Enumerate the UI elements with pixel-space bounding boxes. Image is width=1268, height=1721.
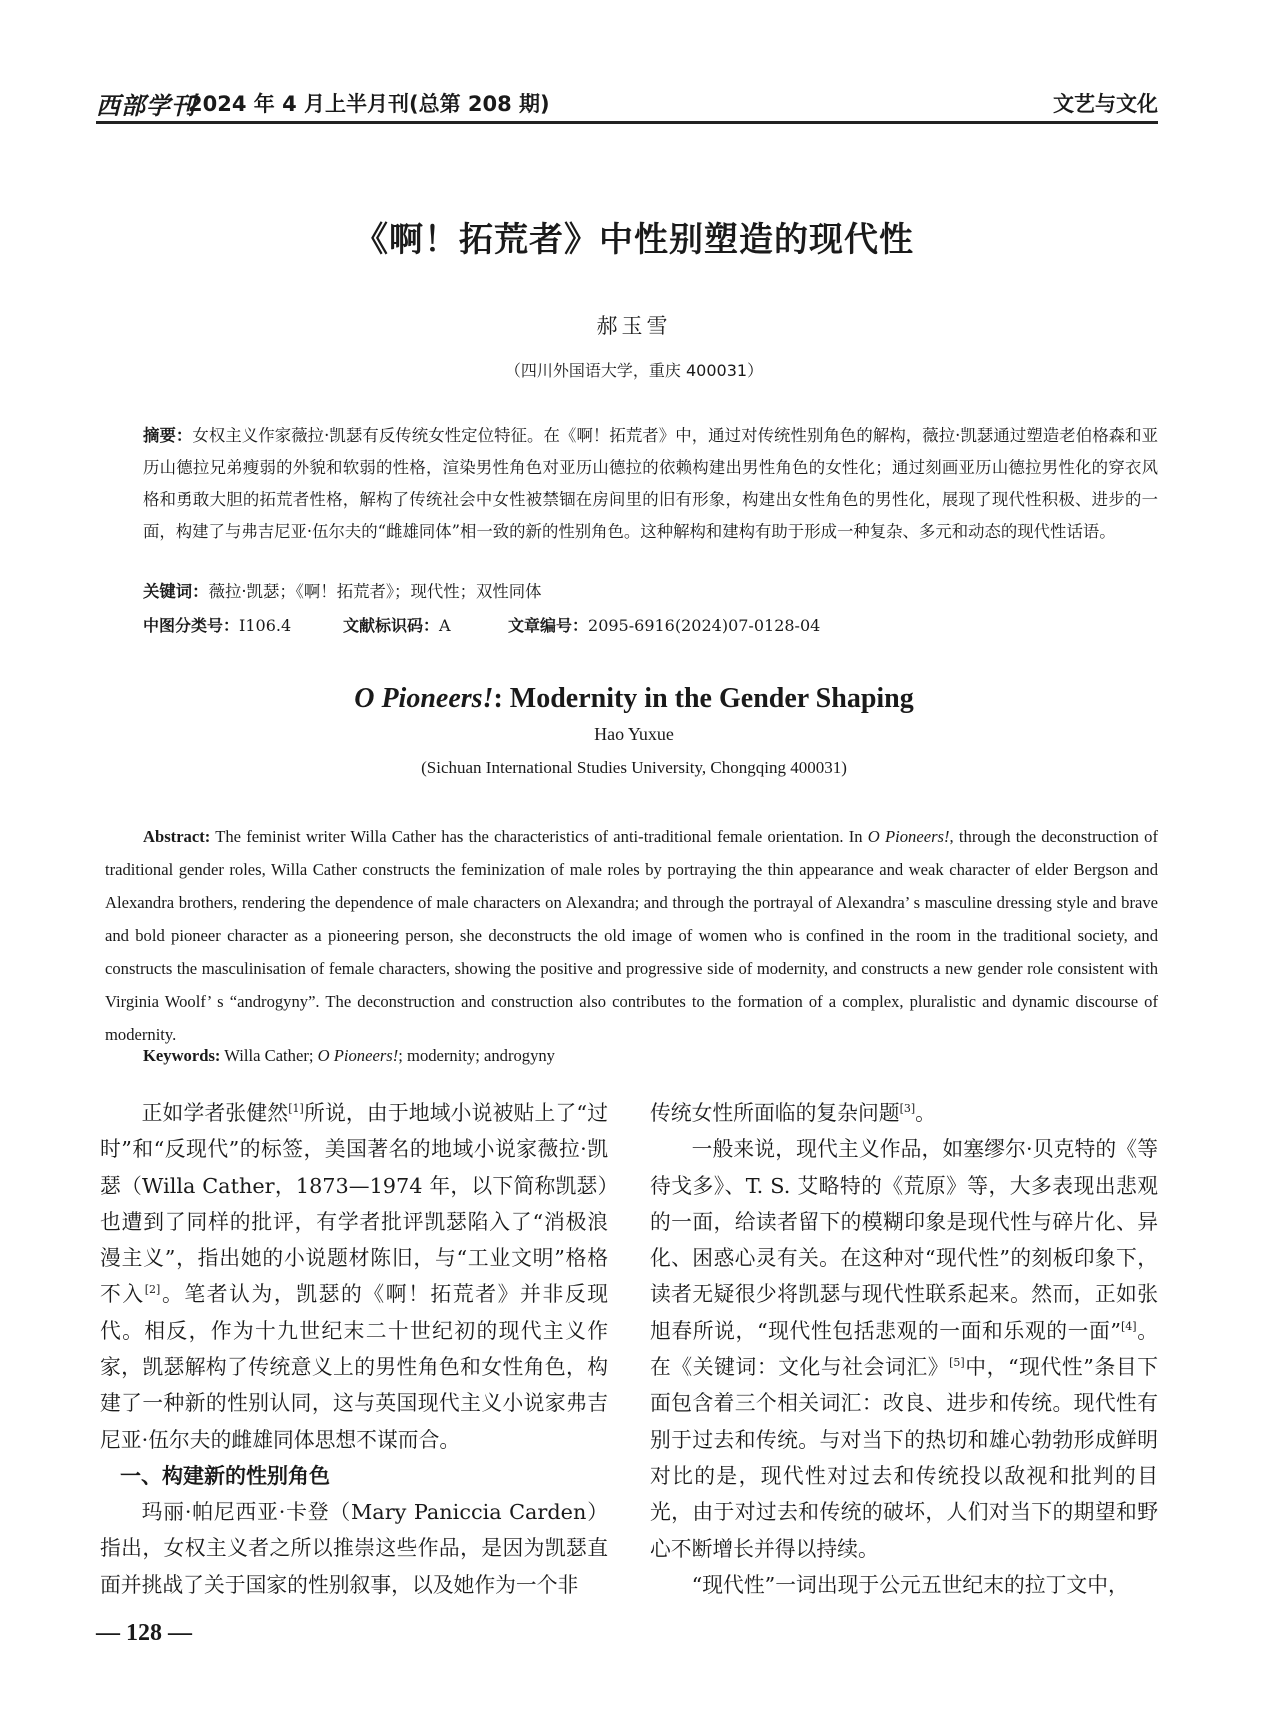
affiliation-en: (Sichuan International Studies University, Chongqing 400031) [421,758,847,777]
page-number: — 128 — [96,1620,192,1646]
issue-info: 2024 年 4 月上半月刊(总第 208 期) [188,92,550,116]
doc-code-label: 文献标识码： [343,616,440,635]
body-text: 。笔者认为，凯瑟的《啊！拓荒者》并非反现代。相反，作为十九世纪末二十世纪初的现代主义作家，凯瑟解构了传统意义上的男性角色和女性角色，构建了一种新的性别认同，这与英国现代主义小说家弗吉尼亚·伍尔夫的雌雄同体思想不谋而合。 [100,1282,608,1452]
classification-line [143,614,1158,638]
title-en-rest: : Modernity in the Gender Shaping [493,683,914,714]
keywords-cn [143,580,1158,604]
clc-value: I106.4 [239,616,292,635]
body-column-right [650,1095,1158,1603]
keywords-cn-text: 薇拉·凯瑟；《啊！拓荒者》；现代性；双性同体 [208,582,542,601]
keywords-cn-label: 关键词： [143,582,209,601]
clc-label: 中图分类号： [143,616,240,635]
header-divider [96,121,1158,124]
body-paragraph [650,1131,1158,1567]
abstract-cn-text: 女权主义作家薇拉·凯瑟有反传统女性定位特征。在《啊！拓荒者》中，通过对传统性别角色的解构，薇拉·凯瑟通过塑造老伯格森和亚历山德拉兄弟瘦弱的外貌和软弱的性格，渲染男性角色对亚历山德拉的依赖构建出男性角色的女性化；通过刻画亚历山德拉男性化的穿衣风格和勇敢大胆的拓荒者性格，解构了传统社会中女性被禁锢在房间里的旧有形象，构建出女性角色的男性化，展现了现代性积极、进步的一面，构建了与弗吉尼亚·伍尔夫的“雌雄同体”相一致的新的性别角色。这种解构和建构有助于形成一种复杂、多元和动态的现代性话语。 [143,426,1158,541]
body-text: 中，“现代性”条目下面包含着三个相关词汇：改良、进步和传统。现代性有别于过去和传统。与对当下的热切和雄心勃勃形成鲜明对比的是，现代性对过去和传统投以敌视和批判的目光，由于对过去和传统的破坏，人们对当下的期望和野心不断增长并得以持续。 [650,1355,1158,1561]
abstract-en-label: Abstract: [143,827,211,846]
body-paragraph: 玛丽·帕尼西亚·卡登（Mary Paniccia Carden）指出，女权主义者之所以推崇这些作品，是因为凯瑟直面并挑战了关于国家的性别叙事，以及她作为一个非 [100,1499,608,1597]
body-paragraph [100,1095,608,1458]
keywords-en-italic: O Pioneers! [317,1046,399,1065]
abstract-cn-label: 摘要： [143,426,193,445]
body-paragraph [650,1095,1158,1131]
article-title-cn: 《啊！拓荒者》中性别塑造的现代性 [354,220,914,260]
body-text: 一般来说，现代主义作品，如塞缪尔·贝克特的《等待戈多》、T. S. 艾略特的《荒原》等，大多表现出悲观的一面，给读者留下的模糊印象是现代性与碎片化、异化、困惑心灵有关。在这种对“现代性”的刻板印象下，读者无疑很少将凯瑟与现代性联系起来。然而，正如张旭春所说，“现代性包括悲观的一面和乐观的一面” [650,1137,1158,1343]
keywords-en-b: ; modernity; androgyny [398,1046,555,1065]
author-en: Hao Yuxue [594,724,674,744]
affiliation-cn: （四川外国语大学，重庆 400031） [504,361,764,380]
body-text: 。 [915,1101,936,1125]
section-heading: 一、构建新的性别角色 [120,1463,330,1488]
body-text: 。在《关键词：文化与社会词汇》 [650,1318,1158,1380]
keywords-en-a: Willa Cather; [220,1046,318,1065]
citation: [2] [144,1283,161,1297]
body-text: 正如学者张健然 [141,1101,289,1125]
journal-logo: 西部学刊 [96,91,196,120]
keywords-en [143,1046,1143,1066]
body-paragraph: “现代性”一词出现于公元五世纪末的拉丁文中， [691,1572,1129,1597]
body-column-left [100,1095,608,1603]
abstract-en-italic: O Pioneers! [867,827,950,846]
section-name: 文艺与文化 [1053,92,1158,116]
abstract-en-part1: The feminist writer Willa Cather has the characteristics of anti-traditional female orientation. In [210,827,868,846]
citation: [1] [288,1102,304,1116]
article-number-value: 2095-6916(2024)07-0128-04 [588,616,821,635]
author-cn: 郝玉雪 [596,314,672,338]
citation: [4] [1121,1319,1137,1333]
body-text: 所说，由于地域小说被贴上了“过时”和“反现代”的标签，美国著名的地域小说家薇拉·凯瑟（Willa Cather，1873—1974 年，以下简称凯瑟）也遭到了同样的批评，有学者批评凯瑟陷入了“消极浪漫主义”，指出她的小说题材陈旧，与“工业文明”格格不入 [100,1101,608,1307]
citation: [3] [899,1102,916,1116]
body-text: 传统女性所面临的复杂问题 [650,1101,900,1125]
title-en-italic: O Pioneers! [354,683,494,714]
abstract-en-part2: , through the deconstruction of traditional gender roles, Willa Cather constructs the feminization of male roles by portraying the thin appearance and weak character of elder Bergson and Alexandra brothers, rendering the dependence of male characters on Alexandra; and through the portrayal of Alexandra’ s masculine dressing style and brave and bold pioneer character as a pioneering person, she deconstructs the old image of women who is confined in the room in the traditional society, and constructs the masculinisation of female characters, showing the positive and progressive side of modernity, and constructs a new gender role consistent with Virginia Woolf’ s “androgyny”. The deconstruction and construction also contributes to the formation of a complex, pluralistic and dynamic discourse of modernity. [105,827,1158,1044]
citation: [5] [949,1356,965,1370]
running-header [96,82,1158,120]
doc-code-value: A [439,616,451,635]
article-number-label: 文章编号： [508,616,589,635]
article-title-en [0,683,1268,715]
abstract-cn [143,420,1158,548]
abstract-en [105,820,1158,1051]
keywords-en-label: Keywords: [143,1046,221,1065]
